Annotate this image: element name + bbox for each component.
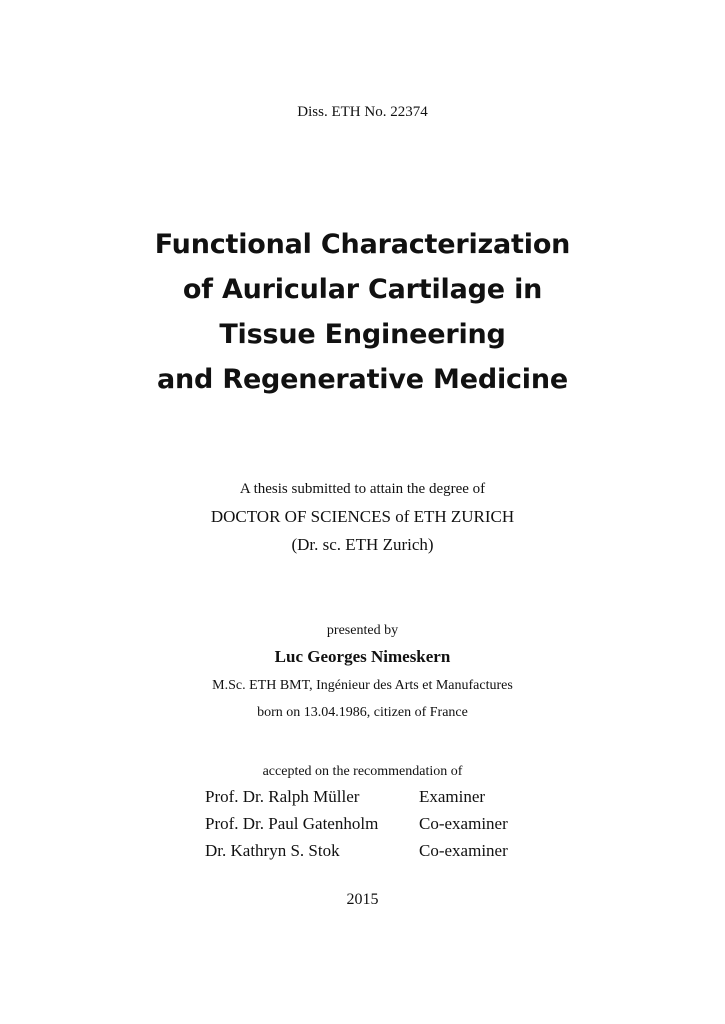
committee-row (205, 783, 508, 810)
committee-row (205, 810, 508, 837)
committee-member-name: Dr. Kathryn S. Stok (205, 840, 340, 860)
title-line: of Auricular Cartilage in (182, 274, 543, 305)
author-name: Luc Georges Nimeskern (274, 647, 451, 666)
committee-member-role: Co-examiner (419, 840, 508, 860)
submitted-text: A thesis submitted to attain the degree of (239, 481, 486, 497)
thesis-title (0, 222, 725, 402)
presented-by: presented by (326, 623, 399, 638)
committee-row (205, 837, 508, 864)
title-line: Functional Characterization (154, 229, 571, 260)
title-line: Tissue Engineering (219, 319, 506, 350)
committee-table (205, 783, 508, 864)
committee-member-name: Prof. Dr. Paul Gatenholm (205, 813, 379, 833)
year: 2015 (346, 891, 379, 908)
committee-member-name: Prof. Dr. Ralph Müller (205, 786, 360, 806)
degree-abbreviation: (Dr. sc. ETH Zurich) (291, 535, 434, 554)
committee-member-role: Examiner (419, 786, 486, 806)
author-qualifications: M.Sc. ETH BMT, Ingénieur des Arts et Manufactures (212, 678, 513, 693)
degree-name: DOCTOR OF SCIENCES of ETH ZURICH (210, 507, 515, 526)
author-birth-citizenship: born on 13.04.1986, citizen of France (257, 705, 468, 720)
dissertation-number: Diss. ETH No. 22374 (297, 104, 428, 120)
committee-member-role: Co-examiner (419, 813, 508, 833)
committee-intro: accepted on the recommendation of (262, 764, 463, 779)
title-line: and Regenerative Medicine (156, 364, 568, 395)
